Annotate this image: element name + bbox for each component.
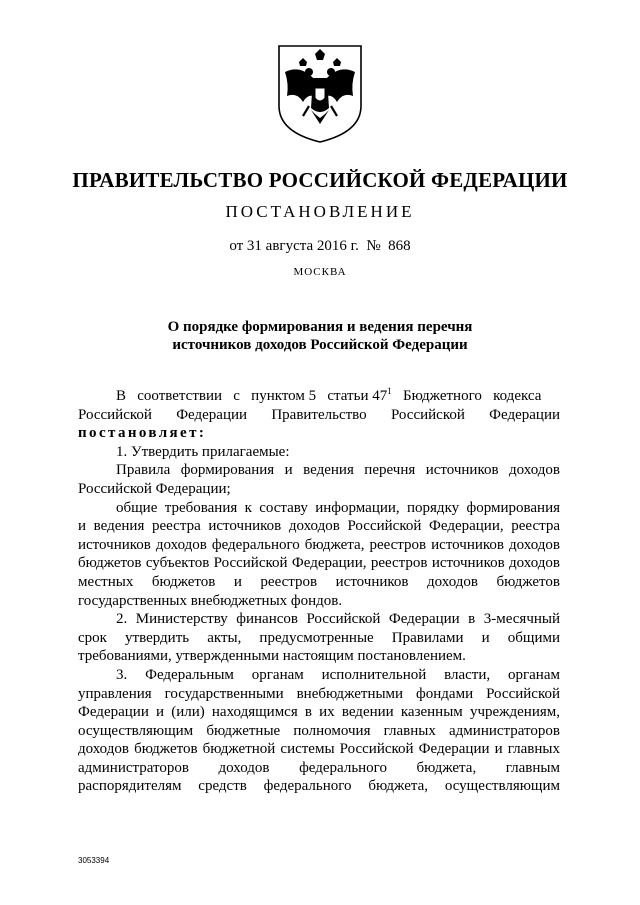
paragraph-line xyxy=(78,387,560,406)
paragraph-line: государственных внебюджетных фондов. xyxy=(78,592,343,609)
paragraph-line: осуществляющим бюджетные полномочия главных администраторов xyxy=(78,722,560,739)
paragraph-line: местных бюджетов и реестров источников доходов бюджетов xyxy=(78,573,560,590)
paragraph-line: бюджетов субъектов Российской Федерации, реестров источников доходов xyxy=(78,555,560,572)
document-date-number: от 31 августа 2016 г. № 868 xyxy=(229,238,411,254)
paragraph-line: и ведения реестра источников доходов Российской Федерации, реестра xyxy=(78,518,560,535)
paragraph-line: срок утвердить акты, предусмотренные Правилами и общими xyxy=(78,629,560,646)
document-title xyxy=(0,318,640,354)
paragraph-line: распорядителям средств федерального бюджета, осуществляющим xyxy=(78,778,560,795)
paragraph-line: Правила формирования и ведения перечня источников доходов xyxy=(116,462,560,479)
document-title-line: источников доходов Российской Федерации xyxy=(172,337,468,353)
paragraph-line: источников доходов федерального бюджета, реестров источников доходов xyxy=(78,536,560,553)
document-city: МОСКВА xyxy=(293,266,347,278)
paragraph-line: 2. Министерству финансов Российской Федерации в 3-месячный xyxy=(116,611,560,628)
paragraph-line: Российской Федерации Правительство Российской Федерации xyxy=(78,406,560,423)
paragraph-line: общие требования к составу информации, порядку формирования xyxy=(116,499,560,516)
footnote-superscript: 1 xyxy=(387,386,392,396)
paragraph-line: доходов бюджетов бюджетной системы Российской Федерации и главных xyxy=(78,741,560,758)
document-code: 3053394 xyxy=(78,856,110,865)
resolution-keyword: постановляет: xyxy=(78,425,207,442)
paragraph-line: администраторов доходов федерального бюджета, главным xyxy=(78,759,560,776)
paragraph-line: 1. Утвердить прилагаемые: xyxy=(116,443,290,460)
paragraph-line: Федерации и (или) находящимся в их ведении казенным учреждениям, xyxy=(78,704,560,721)
paragraph-line: 3. Федеральным органам исполнительной власти, органам xyxy=(116,666,560,683)
coat-of-arms-icon xyxy=(275,44,365,144)
paragraph-line: требованиями, утвержденными настоящим постановлением. xyxy=(78,648,466,665)
document-title-line: О порядке формирования и ведения перечня xyxy=(167,319,473,335)
government-name: ПРАВИТЕЛЬСТВО РОССИЙСКОЙ ФЕДЕРАЦИИ xyxy=(72,168,568,192)
document-type: ПОСТАНОВЛЕНИЕ xyxy=(225,202,415,221)
document-body xyxy=(78,387,560,796)
paragraph-line: Российской Федерации; xyxy=(78,480,231,497)
paragraph-line: управления государственными внебюджетными фондами Российской xyxy=(78,685,560,702)
text-fragment: В соответствии с пунктом 5 статьи 47 xyxy=(116,388,388,404)
text-fragment: Бюджетного кодекса xyxy=(391,388,542,404)
